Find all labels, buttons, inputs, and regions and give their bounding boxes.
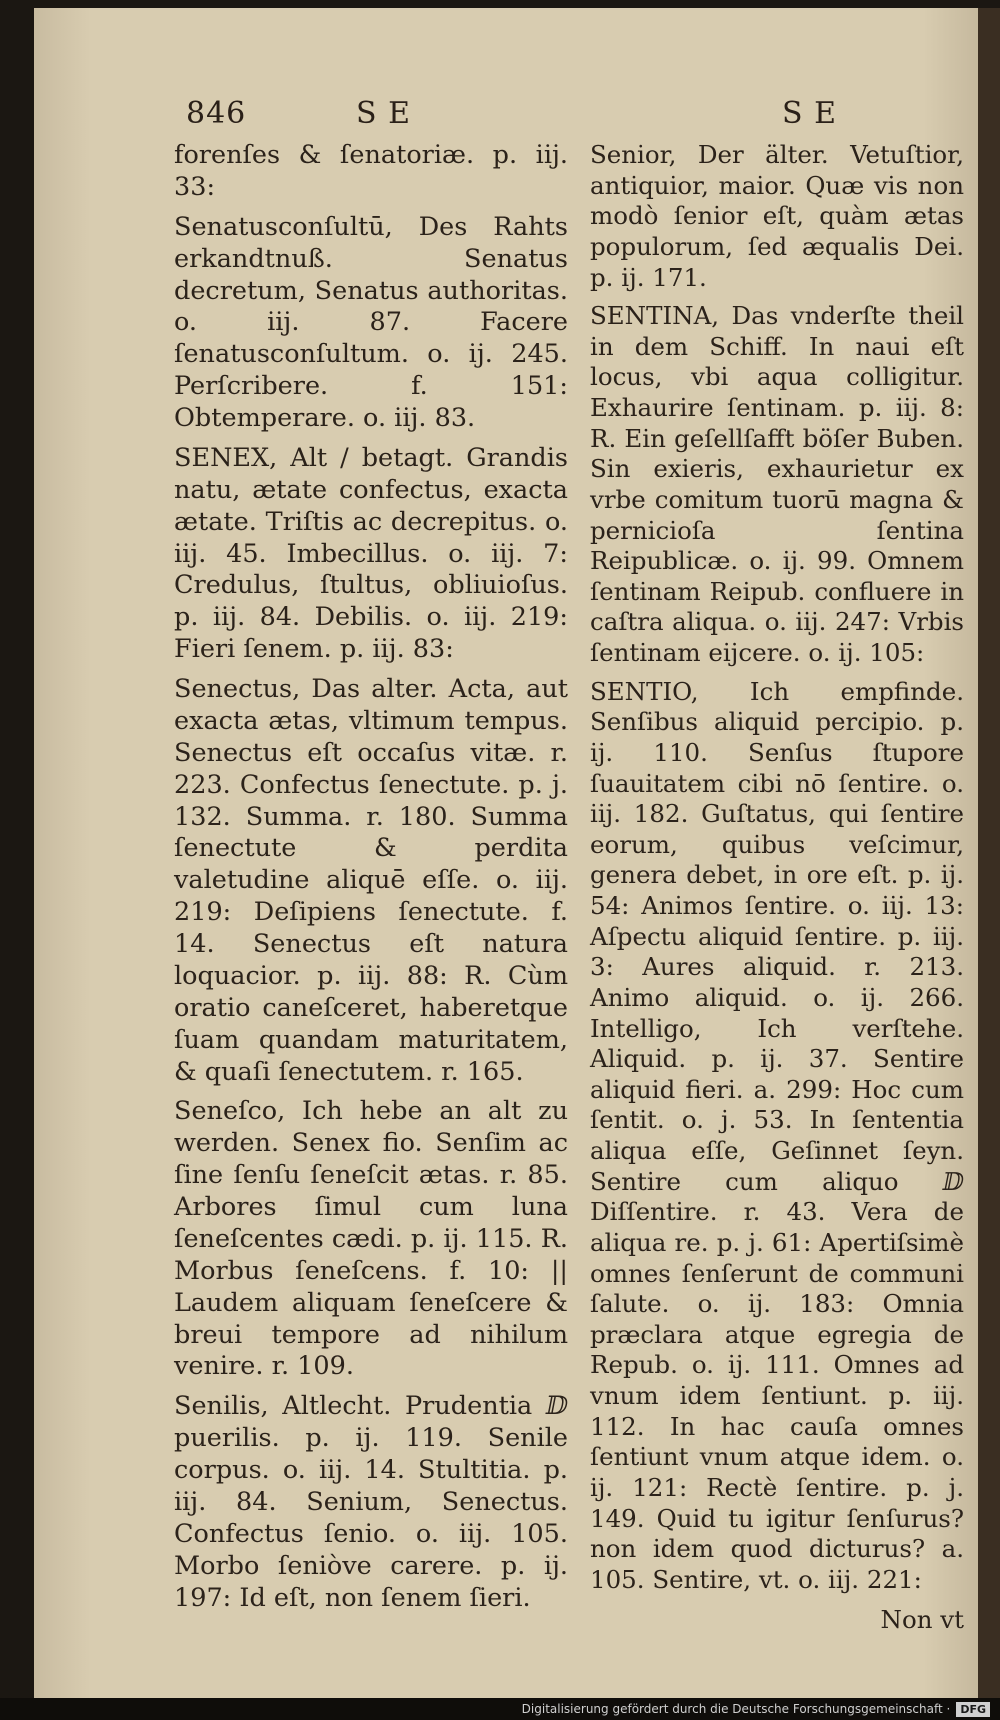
entry-paragraph: SENTINA, Das vnderſte theil in dem Schiff. In naui eſt locus, vbi aqua colligitur. Exhaurire ſentinam. p. iij. 8: R. Ein geſellſafft böſer Buben. Sin exieris, exhaurietur ex vrbe comitum tuorū magna & pernicioſa ſentina Reipublicæ. o. ij. 99. Omnem ſentinam Reipub. confluere in caſtra aliqua. o. iij. 247: Vrbis ſentinam eijcere. o. ij. 105: (590, 301, 964, 667)
running-head-right: S E (782, 96, 837, 131)
entry-paragraph: Senatusconſultū, Des Rahts erkandtnuß. Senatus decretum, Senatus authoritas. o. iij. 87. Facere ſenatusconſultum. o. ij. 245. Perſcribere. f. 151: Obtemperare. o. iij. 83. (174, 211, 568, 433)
funding-credit: Digitalisierung gefördert durch die Deutsche Forschungsgemeinschaft · (521, 1702, 951, 1716)
page-edge (978, 8, 1000, 1698)
running-head-left: S E (356, 96, 411, 131)
left-column (174, 140, 568, 1614)
entry-paragraph: forenſes & ſenatoriæ. p. iij. 33: (174, 140, 568, 202)
entry-paragraph: Senilis, Altlecht. Prudentia ⅅ puerilis. p. ij. 119. Senile corpus. o. iij. 14. Stultitia. p. iij. 84. Senium, Senectus. Confectus ſenio. o. iij. 105. Morbo ſeniòve carere. p. ij. 197: Id eſt, non ſenem ſieri. (174, 1391, 568, 1613)
right-column (590, 140, 964, 1634)
entry-paragraph: Senectus, Das alter. Acta, aut exacta ætas, vltimum tempus. Senectus eſt occaſus vitæ. r. 223. Confectus ſenectute. p. j. 132. Summa. r. 180. Summa ſenectute & perdita valetudine aliquē eſſe. o. iij. 219: Deſipiens ſenectute. f. 14. Senectus eſt natura loquacior. p. iij. 88: R. Cùm oratio caneſceret, haberetque ſuam quandam maturitatem, & quaſi ſenectutem. r. 165. (174, 674, 568, 1087)
entry-paragraph: SENTIO, Ich empfinde. Senſibus aliquid percipio. p. ij. 110. Senſus ſtupore ſuauitatem cibi nō ſentire. o. iij. 182. Guſtatus, qui ſentire eorum, quibus veſcimur, genera debet, in ore eſt. p. ij. 54: Animos ſentire. o. iij. 13: Aſpectu aliquid ſentire. p. iij. 3: Aures aliquid. r. 213. Animo aliquid. o. ij. 266. Intelligo, Ich verſtehe. Aliquid. p. ij. 37. Sentire aliquid fieri. a. 299: Hoc cum ſentit. o. j. 53. In ſententia aliqua eſſe, Geſinnet ſeyn. Sentire cum aliquo ⅅ Diſſentire. r. 43. Vera de aliqua re. p. j. 61: Apertiſsimè omnes ſenſerunt de communi ſalute. o. ij. 183: Omnia præclara atque egregia de Repub. o. ij. 111. Omnes ad vnum idem ſentiunt. p. iij. 112. In hac cauſa omnes ſentiunt vnum atque idem. o. ij. 121: Rectè ſentire. p. j. 149. Quid tu igitur ſenſurus? non idem quod dicturus? a. 105. Sentire, vt. o. iij. 221: (590, 676, 964, 1594)
book-page (34, 8, 980, 1698)
catchword: Non vt (880, 1604, 964, 1634)
page-number: 846 (186, 96, 247, 131)
entry-paragraph: Seneſco, Ich hebe an alt zu werden. Senex fio. Senſim ac ſine ſenſu ſeneſcit ætas. r. 85. Arbores ſimul cum luna ſeneſcentes cædi. p. ij. 115. R. Morbus ſeneſcens. f. 10: || Laudem aliquam ſeneſcere & breui tempore ad nihilum venire. r. 109. (174, 1096, 568, 1382)
entry-paragraph: Senior, Der älter. Vetuſtior, antiquior, maior. Quæ vis non modò ſenior eſt, quàm ætas populorum, ſed æqualis Dei. p. ij. 171. (590, 140, 964, 292)
digitization-footer (0, 1698, 1000, 1720)
dfg-logo: DFG (956, 1702, 990, 1717)
entry-paragraph: SENEX, Alt / betagt. Grandis natu, ætate confectus, exacta ætate. Triſtis ac decrepitus. o. iij. 45. Imbecillus. o. iij. 7: Credulus, ſtultus, obliuioſus. p. iij. 84. Debilis. o. iij. 219: Fieri ſenem. p. iij. 83: (174, 442, 568, 665)
